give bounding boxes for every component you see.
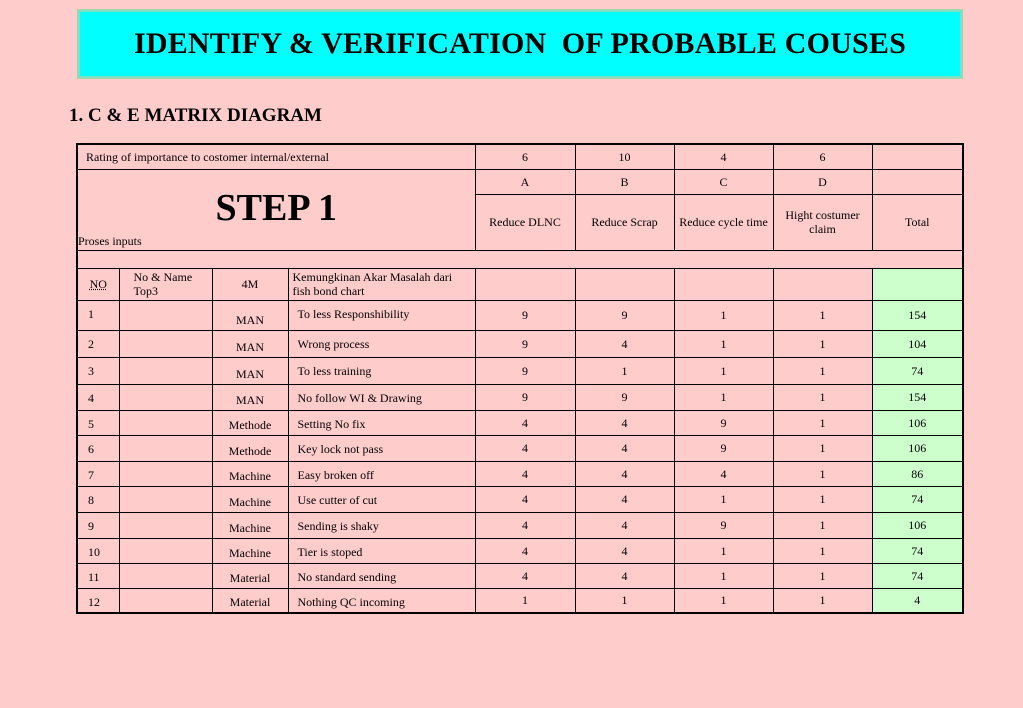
row-score-b: 4 xyxy=(575,435,674,461)
step-cell xyxy=(77,169,475,250)
rating-total-empty xyxy=(872,144,963,169)
row-score-a: 4 xyxy=(475,512,575,538)
row-total: 86 xyxy=(872,461,963,486)
row-score-d: 1 xyxy=(773,461,872,486)
row-cause: Setting No fix xyxy=(288,410,475,435)
row-score-c: 9 xyxy=(674,512,773,538)
row-score-b: 4 xyxy=(575,512,674,538)
table-row xyxy=(77,588,963,613)
row-name-top3 xyxy=(119,410,212,435)
row-score-c: 4 xyxy=(674,461,773,486)
row-score-a: 4 xyxy=(475,410,575,435)
row-score-d: 1 xyxy=(773,512,872,538)
spacer-cell xyxy=(77,250,963,268)
row-score-a: 1 xyxy=(475,588,575,613)
row-name-top3 xyxy=(119,330,212,357)
row-score-b: 4 xyxy=(575,330,674,357)
row-score-d: 1 xyxy=(773,300,872,330)
row-4m: MAN xyxy=(212,384,288,410)
table-row xyxy=(77,486,963,512)
row-score-d: 1 xyxy=(773,357,872,384)
row-score-d: 1 xyxy=(773,435,872,461)
row-score-b: 4 xyxy=(575,563,674,588)
row-number: 2 xyxy=(77,330,119,357)
table-row xyxy=(77,461,963,486)
row-total: 154 xyxy=(872,300,963,330)
table-row xyxy=(77,512,963,538)
row-name-top3 xyxy=(119,300,212,330)
row-number: 4 xyxy=(77,384,119,410)
empty-header-total xyxy=(872,268,963,300)
empty-header-d xyxy=(773,268,872,300)
row-score-c: 1 xyxy=(674,538,773,563)
row-total: 74 xyxy=(872,538,963,563)
row-score-d: 1 xyxy=(773,384,872,410)
rating-b: 10 xyxy=(575,144,674,169)
no-header: NO xyxy=(77,268,119,300)
table-row xyxy=(77,330,963,357)
row-total: 74 xyxy=(872,357,963,384)
table-row xyxy=(77,410,963,435)
row-name-top3 xyxy=(119,512,212,538)
row-score-a: 9 xyxy=(475,357,575,384)
row-total: 104 xyxy=(872,330,963,357)
output-a: Reduce DLNC xyxy=(475,194,575,250)
row-cause: To less Responshibility xyxy=(288,300,475,330)
empty-header-c xyxy=(674,268,773,300)
row-number: 8 xyxy=(77,486,119,512)
output-c: Reduce cycle time xyxy=(674,194,773,250)
letter-b: B xyxy=(575,169,674,194)
spacer-row xyxy=(77,250,963,268)
row-number: 12 xyxy=(77,588,119,613)
row-score-c: 1 xyxy=(674,357,773,384)
row-4m: Methode xyxy=(212,410,288,435)
row-name-top3 xyxy=(119,461,212,486)
table-row xyxy=(77,384,963,410)
title-banner xyxy=(77,9,963,79)
page-title: IDENTIFY & VERIFICATION OF PROBABLE COUSES xyxy=(133,27,907,60)
rating-d: 6 xyxy=(773,144,872,169)
fourm-header: 4M xyxy=(212,268,288,300)
letter-total-empty xyxy=(872,169,963,194)
rating-c: 4 xyxy=(674,144,773,169)
row-cause: Key lock not pass xyxy=(288,435,475,461)
row-score-c: 1 xyxy=(674,486,773,512)
row-score-c: 1 xyxy=(674,300,773,330)
row-score-b: 4 xyxy=(575,461,674,486)
letter-d: D xyxy=(773,169,872,194)
output-d: Hight costumer claim xyxy=(773,194,872,250)
row-name-top3 xyxy=(119,357,212,384)
row-4m: MAN xyxy=(212,357,288,384)
row-cause: To less training xyxy=(288,357,475,384)
row-number: 7 xyxy=(77,461,119,486)
row-number: 5 xyxy=(77,410,119,435)
row-4m: Material xyxy=(212,588,288,613)
row-4m: Machine xyxy=(212,538,288,563)
row-name-top3 xyxy=(119,384,212,410)
row-total: 4 xyxy=(872,588,963,613)
row-cause: No standard sending xyxy=(288,563,475,588)
row-score-a: 9 xyxy=(475,330,575,357)
rating-a: 6 xyxy=(475,144,575,169)
row-score-a: 4 xyxy=(475,563,575,588)
row-name-top3 xyxy=(119,538,212,563)
row-total: 106 xyxy=(872,410,963,435)
table-row xyxy=(77,357,963,384)
row-cause: No follow WI & Drawing xyxy=(288,384,475,410)
row-score-c: 1 xyxy=(674,563,773,588)
rating-row xyxy=(77,144,963,169)
total-header: Total xyxy=(872,194,963,250)
row-total: 74 xyxy=(872,486,963,512)
row-total: 106 xyxy=(872,512,963,538)
data-rows xyxy=(77,300,963,613)
row-cause: Nothing QC incoming xyxy=(288,588,475,613)
row-4m: MAN xyxy=(212,300,288,330)
row-score-d: 1 xyxy=(773,486,872,512)
column-header-row xyxy=(77,268,963,300)
row-4m: Machine xyxy=(212,486,288,512)
row-total: 74 xyxy=(872,563,963,588)
row-4m: Material xyxy=(212,563,288,588)
row-score-d: 1 xyxy=(773,330,872,357)
row-score-a: 4 xyxy=(475,461,575,486)
row-score-b: 9 xyxy=(575,300,674,330)
letter-row xyxy=(77,169,963,194)
row-4m: Methode xyxy=(212,435,288,461)
row-number: 11 xyxy=(77,563,119,588)
step-label: STEP 1 xyxy=(215,186,337,229)
row-score-a: 4 xyxy=(475,435,575,461)
row-4m: Machine xyxy=(212,461,288,486)
cause-header: Kemungkinan Akar Masalah dari fish bond chart xyxy=(288,268,475,300)
row-name-top3 xyxy=(119,486,212,512)
ce-matrix-table xyxy=(76,143,964,614)
rating-label: Rating of importance to costomer internal/external xyxy=(77,144,475,169)
row-cause: Easy broken off xyxy=(288,461,475,486)
row-cause: Sending is shaky xyxy=(288,512,475,538)
row-name-top3 xyxy=(119,435,212,461)
empty-header-b xyxy=(575,268,674,300)
row-score-b: 9 xyxy=(575,384,674,410)
row-score-a: 4 xyxy=(475,538,575,563)
row-name-top3 xyxy=(119,588,212,613)
row-score-c: 1 xyxy=(674,384,773,410)
row-score-d: 1 xyxy=(773,588,872,613)
row-score-c: 1 xyxy=(674,588,773,613)
table-row xyxy=(77,435,963,461)
row-score-d: 1 xyxy=(773,410,872,435)
letter-c: C xyxy=(674,169,773,194)
row-score-b: 4 xyxy=(575,538,674,563)
row-cause: Wrong process xyxy=(288,330,475,357)
row-number: 10 xyxy=(77,538,119,563)
row-score-b: 4 xyxy=(575,410,674,435)
row-number: 9 xyxy=(77,512,119,538)
row-number: 1 xyxy=(77,300,119,330)
row-score-c: 1 xyxy=(674,330,773,357)
row-number: 6 xyxy=(77,435,119,461)
row-score-d: 1 xyxy=(773,538,872,563)
row-score-b: 1 xyxy=(575,588,674,613)
proses-inputs-label: Proses inputs xyxy=(78,233,142,248)
row-score-b: 4 xyxy=(575,486,674,512)
output-b: Reduce Scrap xyxy=(575,194,674,250)
name-top3-header: No & Name Top3 xyxy=(119,268,212,300)
row-score-a: 9 xyxy=(475,300,575,330)
row-4m: Machine xyxy=(212,512,288,538)
empty-header-a xyxy=(475,268,575,300)
letter-a: A xyxy=(475,169,575,194)
row-score-c: 9 xyxy=(674,410,773,435)
row-4m: MAN xyxy=(212,330,288,357)
row-number: 3 xyxy=(77,357,119,384)
row-total: 106 xyxy=(872,435,963,461)
row-name-top3 xyxy=(119,563,212,588)
row-cause: Use cutter of cut xyxy=(288,486,475,512)
row-score-d: 1 xyxy=(773,563,872,588)
table-row xyxy=(77,538,963,563)
table-row xyxy=(77,300,963,330)
row-score-a: 9 xyxy=(475,384,575,410)
row-score-c: 9 xyxy=(674,435,773,461)
row-total: 154 xyxy=(872,384,963,410)
row-score-a: 4 xyxy=(475,486,575,512)
row-cause: Tier is stoped xyxy=(288,538,475,563)
table-row xyxy=(77,563,963,588)
row-score-b: 1 xyxy=(575,357,674,384)
section-subtitle: 1. C & E MATRIX DIAGRAM xyxy=(69,105,322,126)
